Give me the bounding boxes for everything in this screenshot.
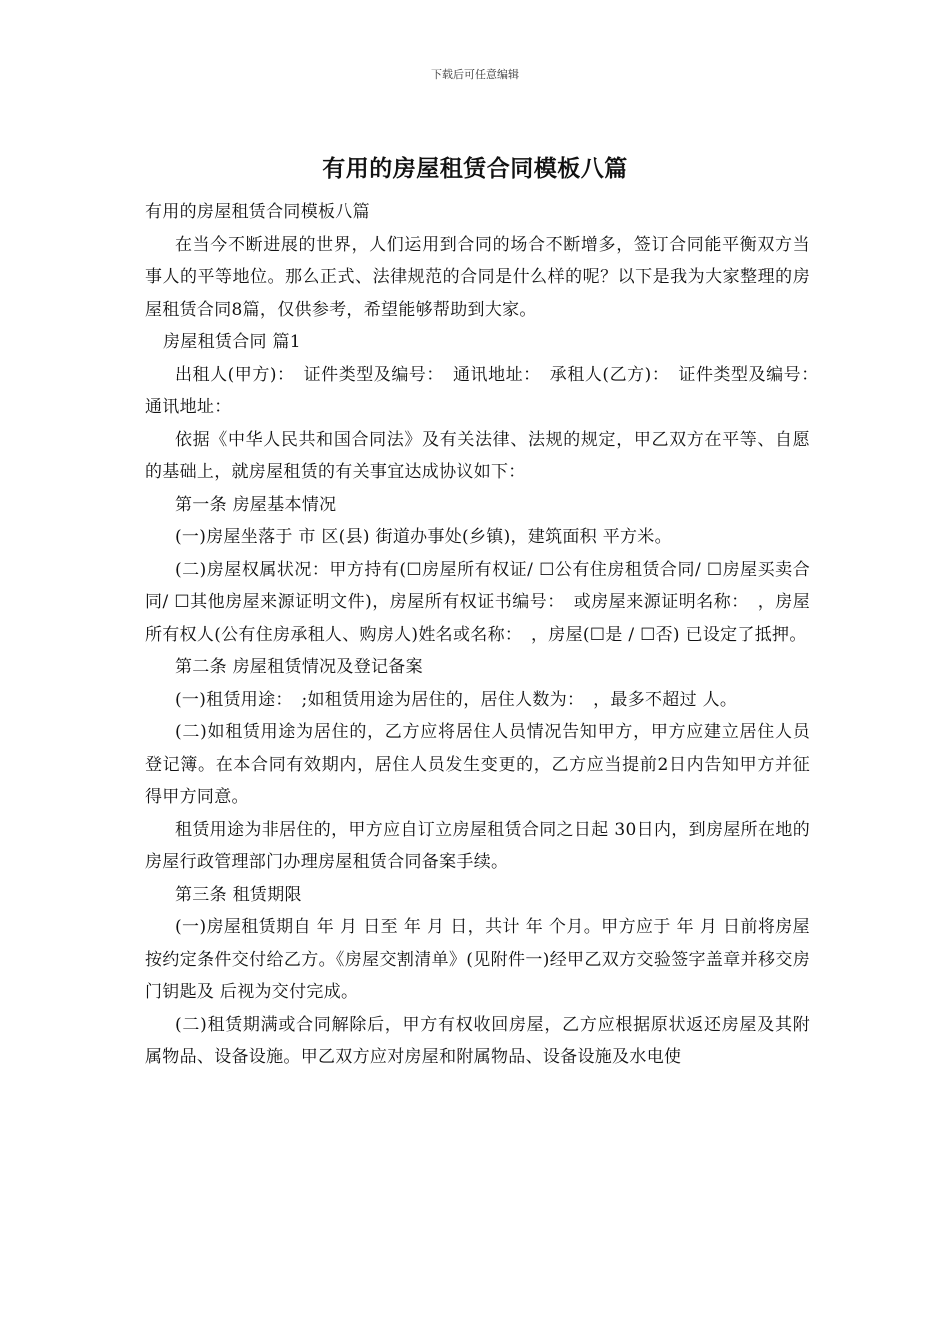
clause-paragraph: (一)房屋坐落于 市 区(县) 街道办事处(乡镇)，建筑面积 平方米。 [175, 527, 672, 547]
clause-paragraph: 租赁用途为非居住的，甲方应自订立房屋租赁合同之日起 30日内，到房屋所在地的房屋行政管理部门办理房屋租赁合同备案手续。 [145, 819, 810, 872]
basis-paragraph: 依据《中华人民共和国合同法》及有关法律、法规的规定，甲乙双方在平等、自愿的基础上，就房屋租赁的有关事宜达成协议如下： [145, 429, 810, 482]
intro-paragraph: 在当今不断进展的世界，人们运用到合同的场合不断增多，签订合同能平衡双方当事人的平等地位。那么正式、法律规范的合同是什么样的呢？以下是我为大家整理的房屋租赁合同8篇，仅供参考，希望能够帮助到大家。 [145, 234, 810, 320]
clause-paragraph: (二)房屋权属状况：甲方持有(☐房屋所有权证/ ☐公有住房租赁合同/ ☐房屋买卖合同/ ☐其他房屋来源证明文件)，房屋所有权证书编号： 或房屋来源证明名称： ，房屋所有权人(公有住房承租人、购房人)姓名或名称： ，房屋(☐是 / ☐否) 已设定了抵押。 [145, 559, 810, 645]
clause-paragraph: (一)房屋租赁期自 年 月 日至 年 月 日，共计 年 个月。甲方应于 年 月 日前将房屋按约定条件交付给乙方。《房屋交割清单》(见附件一)经甲乙双方交验签字盖章并移交房门钥匙及 后视为交付完成。 [145, 917, 810, 1002]
article-heading: 第三条 租赁期限 [175, 884, 302, 905]
parties-paragraph: 出租人(甲方)： 证件类型及编号： 通讯地址： 承租人(乙方)： 证件类型及编号： 通讯地址： [145, 364, 828, 417]
section-heading: 房屋租赁合同 篇1 [163, 332, 301, 352]
document-title: 有用的房屋租赁合同模板八篇 [322, 156, 628, 182]
subtitle-paragraph: 有用的房屋租赁合同模板八篇 [145, 202, 370, 222]
article-heading: 第二条 房屋租赁情况及登记备案 [175, 657, 423, 677]
clause-paragraph: (一)租赁用途： ;如租赁用途为居住的，居住人数为： ，最多不超过 人。 [175, 689, 738, 710]
article-heading: 第一条 房屋基本情况 [175, 494, 337, 515]
clause-paragraph: (二)如租赁用途为居住的，乙方应将居住人员情况告知甲方，甲方应建立居住人员登记簿。在本合同有效期内，居住人员发生变更的，乙方应当提前2日内告知甲方并征得甲方同意。 [145, 722, 810, 807]
header-note: 下载后可任意编辑 [431, 68, 519, 81]
document-body [145, 196, 828, 1074]
clause-paragraph: (二)租赁期满或合同解除后，甲方有权收回房屋，乙方应根据原状返还房屋及其附属物品、设备设施。甲乙双方应对房屋和附属物品、设备设施及水电使 [145, 1014, 810, 1067]
